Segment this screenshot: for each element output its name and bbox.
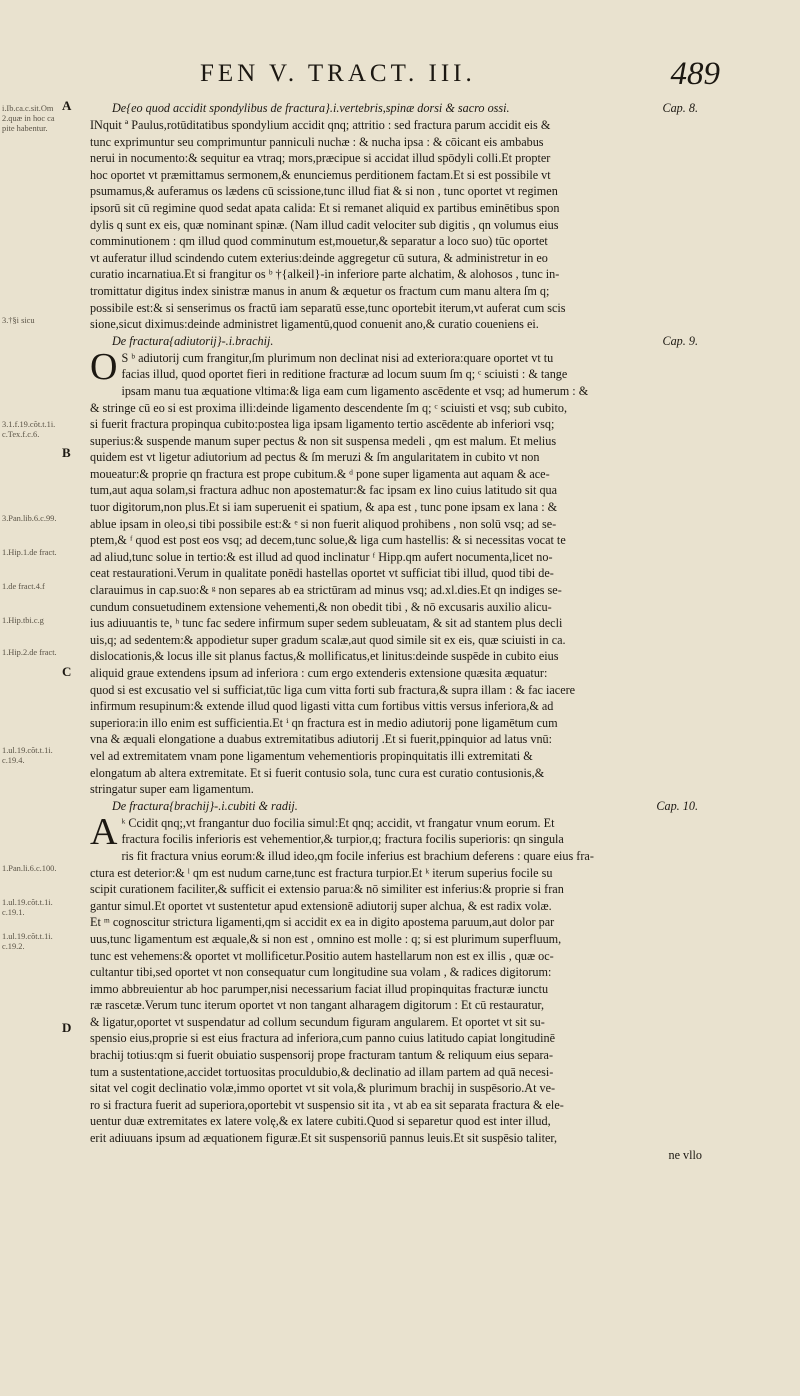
page-header (200, 58, 720, 98)
text-line: dylis q sunt ex eis, quæ nominant spinæ. (Nam illud cadit velociter sub digitis , qn volumus eius (90, 217, 559, 232)
text-line: tunc est vehemens:& oportet vt mollificetur.Positio autem hastellarum non est ex illis , quæ oc- (90, 948, 554, 963)
text-line: brachij totius:qm si fuerit obuiatio suspensorij prope fracturam tantum & reliquum eius separa- (90, 1048, 554, 1063)
margin-note: 1.de fract.4.f (2, 582, 45, 591)
text-line: aliquid graue extendens ipsum ad inferiora : cum ergo extenderis extensione quæsita æquatur: (90, 666, 548, 680)
text-line: & ligatur,oportet vt suspendatur ad collum secundum figuram angularem. Et oportet vt sit su- (90, 1014, 545, 1029)
margin-note: i.Ib.ca.c.sit.Om 2.quæ in hoc ca pite habentur. (2, 104, 55, 133)
margin-note: 1.Hip.1.de fract. (2, 548, 57, 557)
margin-note: 3.1.f.19.cõt.t.1i. c.Tex.f.c.6. (2, 420, 56, 439)
text-line: nerui in nocumento:& sequitur ea vtraq; mors,præcipue si accidat illud spōdyli colli.Et propter (90, 151, 551, 166)
text-line: cundum consuetudinem extensione vehementi,& non obedit tibi , & nō excusaris auxilio alicu- (90, 599, 552, 614)
text-line: sione,sicut diximus:deinde administret ligamentū,quod conuenit ano,& curatio coueniens ei. (90, 317, 539, 332)
text-line: curatio incarnatiua.Et si frangitur os ᵇ †{alkeil}-in inferiore parte alchatim, & alohosos , tunc in- (90, 267, 560, 282)
paragraph (90, 345, 714, 798)
main-text (90, 100, 714, 1163)
text-line: uentur duæ extremitates ex latere volę,& ex latere cubiti.Quod si separetur quod est inter illud, (90, 1114, 551, 1129)
text-line: possibile est:& si senserimus os fractū iam separatū esse,tunc oportebit iterum,vt auferat cum scis (90, 300, 566, 315)
text-line: ipsorū sit cū regimine quod sedat apata calida: Et si remanet aliquid ex partibus eminētibus spon (90, 200, 560, 215)
text-line: uus,tunc ligamentum est æquale,& si non est , omnino est molle : q; si est plurimum superfluum, (90, 931, 562, 946)
text-line: erit adiuuans ipsum ad æquationem figuræ.Et sit suspensoriū pannus leuis.Et sit suspēsio taliter, (90, 1131, 557, 1146)
text-line: quidem est vt ligetur adiutorium ad pectus & ſm meruzi & ſm angularitatem in cubito vt non (90, 450, 540, 465)
text-line: tum,aut aqua solam,si fractura adhuc non apostematur:& fac ipsam ex lino cuius latitudo sit qua (90, 483, 558, 498)
left-margin-notes (0, 100, 60, 1320)
text-line: elongatum ab altera extremitate. Et si fuerit contusio sola, tunc cura est curatio contusionis,& (90, 765, 545, 780)
text-line: uis,q; ad sedentem:& appodietur super gradum scalæ,aut quod simile sit ex eis, quæ sciuisti in ca. (90, 632, 566, 647)
text-line: ræ rascetæ.Verum tunc iterum oportet vt non tangant alharagem digitorum : Et cū restauratur, (90, 998, 545, 1013)
section-heading (90, 100, 714, 117)
text-line: ris fit fractura vnius eorum:& illud ideo,qm focile inferius est brachium deferens : quare eius fra- (121, 848, 594, 863)
catchword: ne vllo (668, 1147, 702, 1162)
text-line: ro si fractura fuerit ad superiora,oportebit vt suspensio sit ita , vt ab ea sit separata fractura & ele- (90, 1097, 564, 1112)
section-letter-c: C (62, 664, 72, 679)
text-line: tum a sustentatione,accidet tortuositas proculdubio,& declinatio ad illam partem ad quā necesi- (90, 1064, 554, 1079)
text-line: hoc oportet vt præmittamus sermonem,& enunciemus perditionem factam.Et si est possibile vt (90, 167, 551, 182)
page-number: 489 (670, 56, 720, 92)
text-line: Et ᵐ cognoscitur strictura ligamenti,qm si accidit ex ea in digito apostema paruum,aut dolor par (90, 915, 555, 930)
section-letter-b: B (62, 445, 71, 460)
text-line: & stringe cū eo si est proxima illi:deinde ligamento descendente ſm q; ᶜ sciuisti et vsq; sub cubito, (90, 400, 567, 415)
text-line: moueatur:& proprie qn fractura est prope cubitum.& ᵈ pone super ligamenta aut aquam & ace- (90, 466, 550, 481)
text-line: fractura focilis inferioris est vehementior,& turpior,q; fractura focilis superioris: qn singula (121, 832, 564, 847)
text-line: ablue ipsam in oleo,si tibi possibile est:& ᵉ si non fuerit aliquod prohibens , non solū vsq; ad se- (90, 516, 557, 531)
text-line: vel ad extremitatem vnam pone ligamentum vehementioris propinquitatis illi extremitati & (90, 748, 533, 763)
text-line: ptem,& ᶠ quod est post eos vsq; ad decem,tunc solue,& liga cum hastellis: & si necessitas vocat te (90, 533, 566, 548)
text-line: gantur simul.Et oportet vt sustentetur apud extensionē adiutorij super alchua, & est radix volæ. (90, 898, 552, 913)
text-line: sitat vel cogit declinatio volæ,immo oportet vt sit vola,& plurimum brachij in suspēsorio.At ve- (90, 1081, 556, 1096)
text-line: infirmum resupinum:& extende illud quod ligasti vitta cum fortibus vittis versus inferiora,& ad (90, 699, 554, 714)
text-line: ius adiuuantis te, ʰ tunc fac sedere infirmum super sedem subleuatam, & sit ad stantem plus decli (90, 616, 563, 631)
text-line: facias illud, quod oportet fieri in reditione fracturæ ad locum suum ſm q; ᶜ sciuisti : & tange (121, 367, 568, 382)
text-line: ctura est deterior:& ˡ qm est nudum carne,tunc est fractura turpior.Et ᵏ iterum superius focile su (90, 865, 553, 880)
text-line: stringatur super eam ligamentum. (90, 782, 254, 797)
text-line: vt auferatur illud scindendo cutem exterius:deinde aggregetur cū sutura, & administretur in eo (90, 250, 548, 265)
text-line: ad aliud,tunc solue in tertio:& est illud ad quod inclinatur ᶠ Hipp.qm aufert nocumenta,licet no- (90, 549, 553, 564)
section-heading (90, 333, 714, 350)
margin-note: 1.ul.19.cõt.t.1i. c.19.2. (2, 932, 53, 951)
text-line: spensio eius,proprie si est eius fractura ad inferiora,cum panno cuius latitudo capiat longitudinē (90, 1031, 556, 1046)
chapter-number: Cap. 8. (662, 101, 698, 115)
text-line: INquit ª Paulus,rotūditatibus spondylium accidit qnq; attritio : sed fractura parum accidit eis & (90, 118, 551, 132)
text-line: tuor digitorum,non plus.Et si iam superuenit ei spatium, & apa est , tunc pone ipsam ex lana : & (90, 500, 558, 515)
text-line: si fuerit fractura propinqua cubito:postea liga ipsam ligamento tertio ascēdente ab inferiori vsq; (90, 417, 555, 432)
margin-note: 1.ul.19.cõt.t.1i. c.19.1. (2, 898, 53, 917)
text-line: cultantur tibi,sed oportet vt non consequatur cum longitudine sua volam , & radices digitorum: (90, 965, 552, 980)
drop-capital: A (90, 810, 118, 853)
text-line: superius:& suspende manum super pectus & non sit suspensa medeli , qm est malum. Et melius (90, 433, 557, 448)
text-line: ipsam manu tua æquatione vltima:& liga eam cum ligamento ascēdente et vsq; ad humerum : & (121, 383, 589, 398)
text-line: scipit curationem faciliter,& sufficit ei extensio parua:& nō similiter est inferius:& proprie si fran (90, 882, 564, 897)
text-line: vna & æquali elongatione a duabus extremitatibus adiutorij .Et si fuerit,ppinquior ad latus vnū: (90, 732, 553, 747)
text-line: tromittatur digitus index sinistræ manus in anum & æquetur os fractum cum manu altera ſm q; (90, 283, 550, 298)
drop-capital: O (90, 345, 118, 388)
text-line: comminutionem : qm illud quod comminutum est,mouetur,& separatur a loco suo) tūc oportet (90, 234, 548, 249)
margin-note: 1.ul.19.cõt.t.1i. c.19.4. (2, 746, 53, 765)
paragraph (90, 117, 714, 333)
text-line: ceat restaurationi.Verum in qualitate ponēdi hastellas oportet vt sufficiat tibi illud, quod tibi de- (90, 566, 554, 581)
section-heading (90, 798, 714, 815)
heading-text: De{eo quod accidit spondylibus de fractura}.i.vertebris,spinæ dorsi & sacro ossi. (112, 101, 510, 115)
heading-text: De fractura{adiutorij}-.i.brachij. (112, 333, 274, 348)
section-letter-a: A (62, 98, 72, 113)
section-letter-d: D (62, 1020, 72, 1035)
margin-note: 3.†§i sicu (2, 316, 35, 325)
margin-note: 1.Hip.tbi.c.g (2, 616, 44, 625)
margin-note: 1.Pan.li.6.c.100. (2, 864, 57, 873)
chapter-number: Cap. 9. (662, 333, 698, 348)
heading-text: De fractura{brachij}-.i.cubiti & radij. (112, 798, 298, 813)
text-line: tunc exprimuntur seu comprimuntur panniculi nuchæ : & nucha ipsa : & cōicant eis ambabus (90, 134, 544, 149)
paragraph (90, 810, 714, 1163)
text-line: clarauimus in cap.suo:& ᵍ non separes ab ea strictūram ad minus vsq; ad.xl.dies.Et qn indiges se- (90, 583, 562, 598)
chapter-number: Cap. 10. (656, 798, 698, 813)
text-line: immo abbreuientur ab hoc parumper,nisi necessarium faciat illud propinquitas fracturæ iunctu (90, 981, 549, 996)
margin-note: 1.Hip.2.de fract. (2, 648, 57, 657)
text-line: ᵏ Ccidit qnq;,vt frangantur duo focilia simul:Et qnq; accidit, vt frangatur vnum eorum. Et (121, 815, 555, 830)
text-line: dislocationis,& locus ille sit planus factus,& mollificatus,et linitus:deinde suspēde in cubito eius (90, 649, 559, 664)
running-head: FEN V. TRACT. III. (200, 60, 476, 87)
text-line: S ᵇ adiutorij cum frangitur,ſm plurimum non declinat nisi ad exteriora:quare oportet vt tu (121, 350, 554, 365)
text-line: superiora:in illo enim est sufficientia.Et ⁱ qn fractura est in medio adiutorij pone ligamētum cum (90, 715, 558, 730)
margin-note: 3.Pan.lib.6.c.99. (2, 514, 57, 523)
text-line: psumamus,& auferamus os lædens cū scissione,tunc illud fiat & si non , tunc oportet vt regimen (90, 184, 558, 199)
text-line: quod si est excusatio vel si sufficiat,tūc liga cum vitta forti sub fractura,& supra illam : & fac iacere (90, 682, 576, 697)
